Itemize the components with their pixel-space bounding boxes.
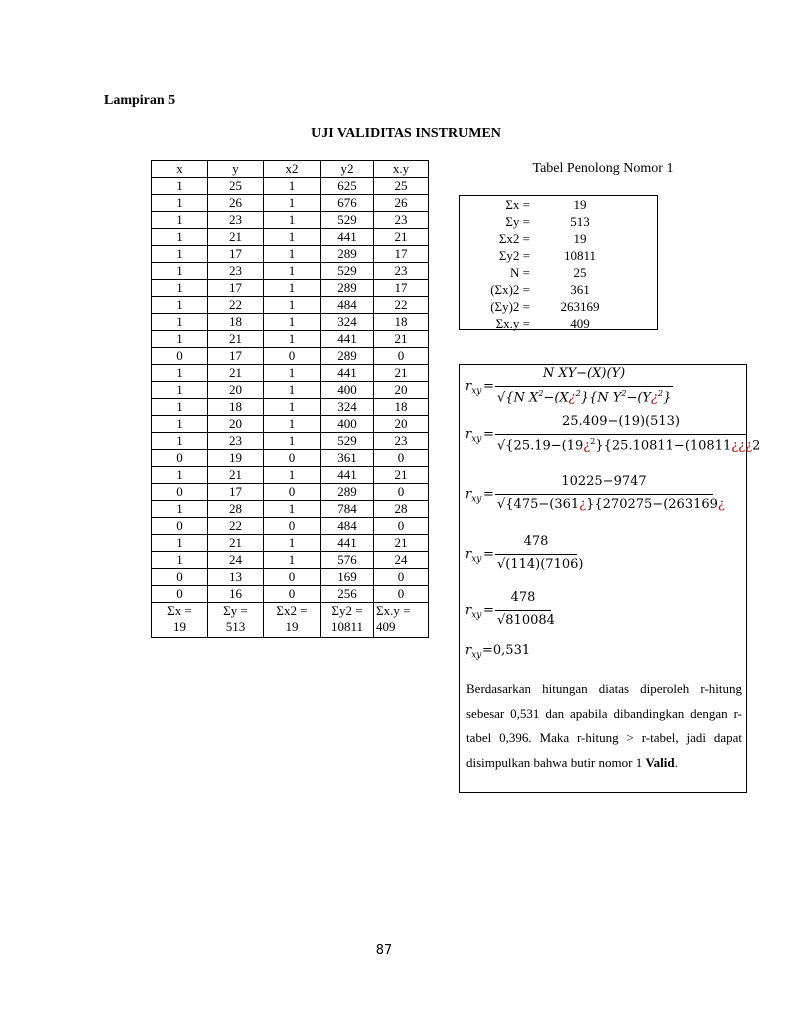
sum-cell [264,603,321,638]
table-cell: 1 [152,365,208,382]
r-xy-symbol: $r_{xy}$ [465,603,482,621]
table-row [152,450,429,467]
table-cell: 23 [374,263,429,280]
formula-denominator: √{N $X^2-(X¿^2\}\{N$ $Y^2-(Y¿^2\}$ [497,389,672,406]
r-xy-symbol: $r_{xy}$ [465,547,482,565]
table-cell: 1 [264,314,321,331]
table-cell: 361 [321,450,374,467]
table-cell: 28 [208,501,264,518]
table-row [152,365,429,382]
table-cell: 1 [152,178,208,195]
table-cell: 289 [321,348,374,365]
table-cell: 23 [208,263,264,280]
table-cell: 17 [208,348,264,365]
table-cell: 1 [152,535,208,552]
table-cell: 0 [152,569,208,586]
sum-cell [208,603,264,638]
sum-label: Σx = [167,603,192,618]
table-cell: 441 [321,229,374,246]
summary-row [460,298,657,315]
data-table [151,160,429,638]
column-header: x2 [264,161,321,178]
column-header: y2 [321,161,374,178]
page-number: 87 [375,943,393,958]
table-cell: 1 [264,467,321,484]
table-cell: 0 [374,586,429,603]
table-row [152,501,429,518]
r-xy-symbol: $r_{xy}$ [465,487,482,505]
sum-cell [321,603,374,638]
table-row [152,229,429,246]
table-cell: 324 [321,399,374,416]
formula-numerator: 478 [510,590,536,605]
column-header: y [208,161,264,178]
table-cell: 0 [152,348,208,365]
table-cell: 21 [374,535,429,552]
table-cell: 22 [374,297,429,314]
table-cell: 28 [374,501,429,518]
table-cell: 26 [208,195,264,212]
table-cell: 1 [264,178,321,195]
table-cell: 20 [374,382,429,399]
table-row [152,382,429,399]
table-cell: 17 [374,280,429,297]
table-cell: 1 [264,552,321,569]
summary-row [460,264,657,281]
table-cell: 441 [321,535,374,552]
table-cell: 484 [321,518,374,535]
table-row [152,569,429,586]
sum-label: Σy = [223,603,248,618]
table-cell: 529 [321,263,374,280]
table-cell: 23 [208,433,264,450]
table-cell: 484 [321,297,374,314]
sum-cell [374,603,429,638]
summary-label: Σx = [505,197,530,212]
table-cell: 1 [152,382,208,399]
table-cell: 1 [264,229,321,246]
result-value: =0,531 [482,643,531,658]
table-row [152,297,429,314]
table-cell: 400 [321,416,374,433]
table-cell: 20 [208,382,264,399]
table-cell: 529 [321,212,374,229]
table-cell: 1 [152,416,208,433]
table-cell: 0 [374,569,429,586]
summary-row [460,230,657,247]
table-cell: 25 [374,178,429,195]
table-cell: 21 [208,331,264,348]
table-cell: 1 [152,229,208,246]
table-cell: 441 [321,365,374,382]
table-cell: 0 [264,518,321,535]
table-cell: 0 [264,484,321,501]
table-cell: 0 [264,569,321,586]
table-row [152,195,429,212]
table-cell: 0 [152,586,208,603]
table-cell: 1 [152,331,208,348]
r-xy-symbol: $r_{xy}$ [465,379,482,397]
summary-value: 10811 [563,248,597,263]
table-cell: 21 [374,229,429,246]
document-title: UJI VALIDITAS INSTRUMEN [311,126,501,141]
table-cell: 21 [208,535,264,552]
table-cell: 1 [264,433,321,450]
table-cell: 23 [208,212,264,229]
summary-value: 19 [573,197,587,212]
table-cell: 1 [152,246,208,263]
table-cell: 24 [208,552,264,569]
table-cell: 1 [264,212,321,229]
summary-value: 513 [570,214,590,229]
summary-label: (Σy)2 = [490,299,530,314]
correlation-calculation-box: $r_{xy}$ = N XY−(X)(Y) √{N $X^2-(X¿^2\}\{N$ $Y^2-(Y¿^2\}$ $r_{xy}$ = 25.409−(19)(513) √{25.19−(19¿$^2$}{25.10811−(10811¿¿¿2 $r_{xy}$ = 10225−9747 √{475−(361¿}{270275−(263169¿ $r_{xy}$ = 478 √(114)(7106) $r_{xy}$ = 478 √810084 $r_{xy}$ =0,531 Berdasarkan hitungan diatas diperoleh r-hitung sebesar 0,531 dan apabila dibandingkan dengan r-tabel 0,396. Maka r-hitung > r-tabel, jadi dapat disimpulkan bahwa butir nomor 1 Valid. [459,364,747,793]
summary-value: 25 [573,265,587,280]
sum-value: 19 [285,619,299,634]
table-cell: 23 [374,433,429,450]
summary-value: 19 [573,231,587,246]
table-cell: 1 [152,433,208,450]
table-cell: 1 [152,314,208,331]
formula-denominator: √{25.19−(19¿$^2$}{25.10811−(10811¿¿¿2 [497,437,761,454]
r-xy-symbol: $r_{xy}$ [465,643,482,661]
table-row [152,484,429,501]
sum-label: Σy2 = [331,603,363,618]
summary-row [460,247,657,264]
table-cell: 22 [208,297,264,314]
table-cell: 0 [374,484,429,501]
table-cell: 1 [264,263,321,280]
table-cell: 17 [208,280,264,297]
table-cell: 0 [264,348,321,365]
table-cell: 21 [208,229,264,246]
summary-label: Σx.y = [495,316,530,331]
formula-denominator: √{475−(361¿}{270275−(263169¿ [497,497,725,512]
table-cell: 22 [208,518,264,535]
table-cell: 441 [321,331,374,348]
table-cell: 1 [264,195,321,212]
table-cell: 19 [208,450,264,467]
table-cell: 1 [264,399,321,416]
table-cell: 1 [152,467,208,484]
sum-value: 513 [225,619,246,634]
valid-label: Valid [645,754,675,770]
table-row [152,416,429,433]
table-cell: 18 [208,399,264,416]
table-cell: 24 [374,552,429,569]
summary-row [460,196,657,213]
table-cell: 1 [152,501,208,518]
table-cell: 1 [264,535,321,552]
table-cell: 26 [374,195,429,212]
summary-label: Σy2 = [498,248,530,263]
table-cell: 529 [321,433,374,450]
formula-numerator: 10225−9747 [561,474,647,489]
sum-label: Σx2 = [276,603,308,618]
summary-value: 361 [570,282,590,297]
table-cell: 21 [208,467,264,484]
table-cell: 1 [264,365,321,382]
r-xy-symbol: $r_{xy}$ [465,427,482,445]
table-cell: 576 [321,552,374,569]
column-header: x.y [374,161,429,178]
table-cell: 256 [321,586,374,603]
summary-value: 263169 [560,299,600,314]
table-cell: 784 [321,501,374,518]
table-cell: 18 [374,399,429,416]
table-cell: 0 [374,518,429,535]
column-header: x [152,161,208,178]
formula-denominator: √810084 [497,613,555,628]
table-cell: 1 [152,552,208,569]
table-row [152,212,429,229]
table-cell: 1 [264,280,321,297]
formula-numerator: 25.409−(19)(513) [561,414,681,429]
table-cell: 1 [152,212,208,229]
table-cell: 1 [264,331,321,348]
table-cell: 20 [208,416,264,433]
table-cell: 0 [374,450,429,467]
table-cell: 625 [321,178,374,195]
table-row [152,518,429,535]
formula-denominator: √(114)(7106) [497,557,584,572]
table-row [152,280,429,297]
table-row [152,178,429,195]
table-cell: 0 [374,348,429,365]
table-header-row [152,161,429,178]
summary-value: 409 [570,316,590,331]
formula-numerator: N XY−(X)(Y) [542,366,626,381]
table-cell: 289 [321,280,374,297]
table-cell: 17 [374,246,429,263]
table-cell: 21 [374,467,429,484]
table-cell: 441 [321,467,374,484]
table-cell: 25 [208,178,264,195]
summary-label: Σx2 = [498,231,530,246]
table-cell: 0 [152,518,208,535]
table-cell: 17 [208,246,264,263]
table-cell: 289 [321,246,374,263]
table-row [152,331,429,348]
table-cell: 18 [374,314,429,331]
table-cell: 676 [321,195,374,212]
summary-label: N = [510,265,530,280]
table-cell: 16 [208,586,264,603]
table-cell: 324 [321,314,374,331]
sum-value: 10811 [330,619,364,634]
table-cell: 289 [321,484,374,501]
helper-summary-box [459,195,658,330]
table-row [152,586,429,603]
table-cell: 1 [152,263,208,280]
table-row [152,246,429,263]
table-cell: 1 [264,246,321,263]
table-row [152,263,429,280]
table-row [152,552,429,569]
table-cell: 1 [264,501,321,518]
table-cell: 1 [264,416,321,433]
table-cell: 21 [374,365,429,382]
table-cell: 1 [152,195,208,212]
table-row [152,535,429,552]
table-row [152,314,429,331]
table-cell: 23 [374,212,429,229]
summary-row [460,213,657,230]
table-cell: 1 [152,399,208,416]
table-cell: 13 [208,569,264,586]
table-cell: 0 [264,586,321,603]
table-row [152,467,429,484]
table-cell: 1 [264,297,321,314]
table-cell: 21 [374,331,429,348]
table-cell: 0 [152,450,208,467]
table-cell: 1 [152,297,208,314]
table-cell: 18 [208,314,264,331]
table-row [152,433,429,450]
formula-numerator: 478 [523,534,549,549]
summary-row [460,315,657,332]
table-cell: 0 [152,484,208,501]
appendix-label: Lampiran 5 [104,93,176,108]
summary-label: Σy = [505,214,530,229]
table-cell: 400 [321,382,374,399]
sum-value: 19 [173,619,186,634]
table-cell: 169 [321,569,374,586]
conclusion-paragraph: Berdasarkan hitungan diatas diperoleh r-hitung sebesar 0,531 dan apabila dibandingkan dengan r-tabel 0,396. Maka r-hitung > r-tabel, jadi dapat disimpulkan bahwa butir nomor 1 Valid. [466,681,742,770]
table-cell: 1 [152,280,208,297]
sum-label: Σx.y = [376,603,411,618]
table-row [152,399,429,416]
sum-cell [152,603,208,638]
table-cell: 20 [374,416,429,433]
table-cell: 21 [208,365,264,382]
table-cell: 17 [208,484,264,501]
table-cell: 0 [264,450,321,467]
table-sum-row [152,603,429,638]
table-row [152,348,429,365]
summary-label: (Σx)2 = [490,282,530,297]
sum-value: 409 [376,619,396,634]
table-cell: 1 [264,382,321,399]
helper-table-caption: Tabel Penolong Nomor 1 [532,161,674,176]
summary-row [460,281,657,298]
